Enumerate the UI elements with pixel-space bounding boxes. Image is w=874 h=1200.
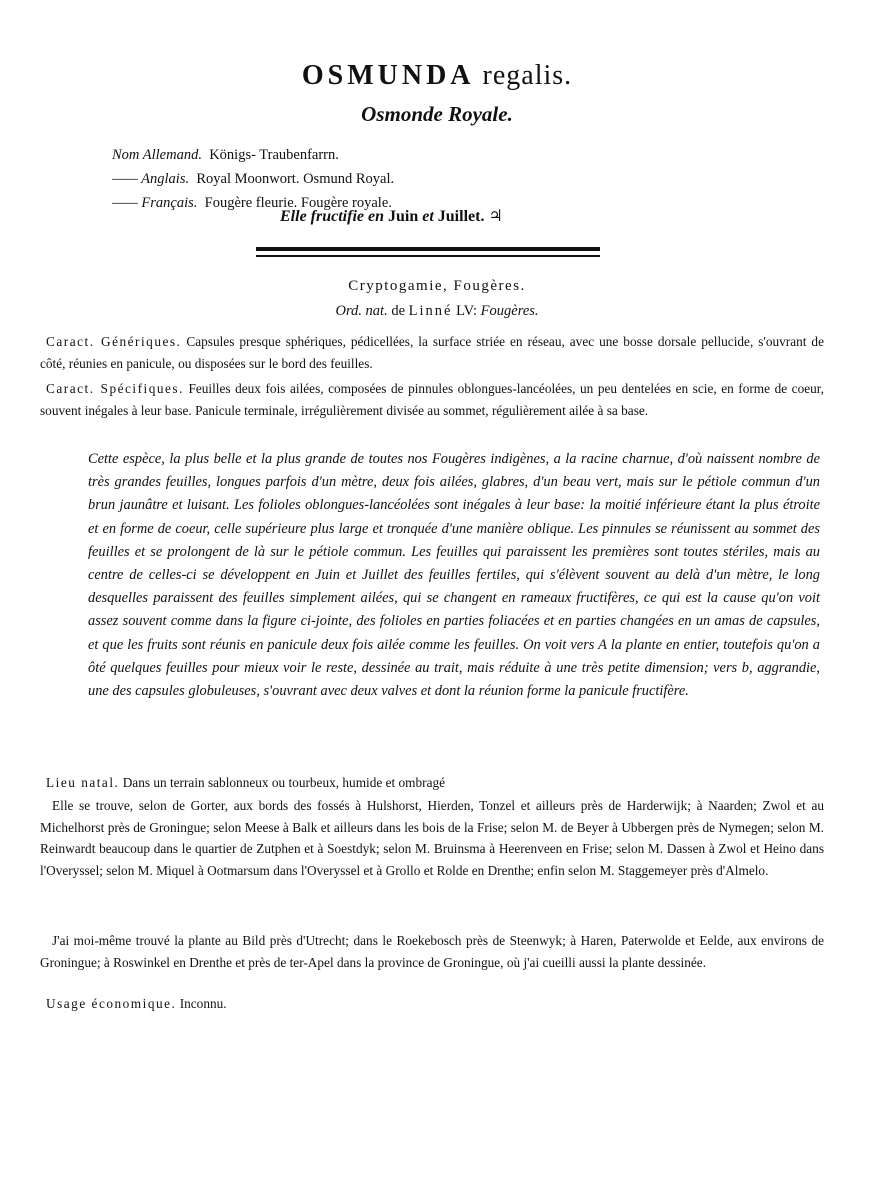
ord-prefix: Ord. nat.	[335, 303, 388, 319]
page-title	[0, 60, 874, 92]
common-names	[112, 143, 394, 215]
genus-name: OSMUNDA	[301, 60, 475, 91]
class-heading: Cryptogamie, Fougères.	[348, 278, 526, 294]
ord-linne: Linné	[408, 303, 453, 319]
habitat-label: Lieu natal.	[46, 775, 120, 790]
name-label: —— Anglais.	[112, 171, 190, 187]
generic-characters	[40, 331, 824, 374]
divider-thick	[256, 247, 600, 251]
habitat-text: Dans un terrain sablonneux ou tourbeux, humide et ombragé	[122, 775, 446, 790]
specific-characters	[40, 378, 824, 421]
divider-thin	[256, 255, 600, 257]
specific-text: Feuilles deux fois ailées, composées de pinnules oblongues-lancéolées, un peu dentelées en scie, en forme de coeur, souvent inégales à leur base. Panicule terminale, irrégulièrement divisée au sommet, régulièrement ailée à sa base.	[40, 381, 824, 418]
order-heading	[0, 303, 874, 320]
name-value: Königs- Traubenfarrn.	[209, 147, 339, 163]
name-label: —— Français.	[112, 195, 198, 211]
own-finds-paragraph: J'ai moi-même trouvé la plante au Bild près d'Utrecht; dans le Roekebosch près de Steenwyk; à Haren, Paterwolde et Eelde, aux environs de Groningue; à Roswinkel en Drenthe et près de ter-Apel dans la province de Groningue, où j'ai cueilli aussi la plante dessinée.	[40, 933, 824, 970]
name-value: Royal Moonwort. Osmund Royal.	[196, 171, 395, 187]
generic-label: Caract. Génériques.	[46, 334, 182, 349]
fruct-prefix: Elle fructifie en	[280, 208, 384, 225]
name-label: Nom Allemand.	[112, 147, 202, 163]
usage-label: Usage économique.	[46, 996, 177, 1011]
species-description: Cette espèce, la plus belle et la plus grande de toutes nos Fougères indigènes, a la racine charnue, d'où naissent nombre de très grandes feuilles, longues parfois d'un mètre, deux fois ailées, glabres, d'un beau vert, mais sur le pétiole commun d'un brun jaunâtre et luisant. Les folioles oblongues-lancéolées sont inégales à leur base: la moitié inférieure étant la plus étroite et en forme de coeur, celle supérieure plus large et tronquée d'une manière oblique. Les pinnules se réunissent au sommet des feuilles et se prolongent de là sur le pétiole commun. Les feuilles qui paraissent les premières sont toutes stériles, mais au centre de celles-ci se développent en Juin et Juillet des feuilles fertiles, qui s'élèvent souvent au delà d'un mètre, le long desquelles paraissent des feuilles simplement ailées, qui se changent en rameaux fructifères, ce qui est la cause qu'on voit assez souvent comme dans la figure ci-jointe, des folioles en parties foliacées et en parties changées en un amas de capsules, et que les fruits sont réunis en panicule deux fois ailée comme les feuilles. On voit vers A la plante en entier, toutefois qu'on a ôté quelques feuilles pour mieux voir le reste, dessinée au trait, mais réduite à une très petite dimension; vers b, aggrandie, une des capsules globuleuses, s'ouvrant avec deux valves et dont la réunion forme la panicule fructifère.	[88, 451, 820, 700]
ord-value: LV:	[456, 303, 478, 319]
perennial-symbol: ♃	[488, 208, 503, 225]
french-title: Osmonde Royale.	[361, 102, 513, 126]
ord-family: Fougères.	[480, 303, 539, 319]
species-name: regalis.	[482, 60, 573, 91]
name-value: Fougère fleurie. Fougère royale.	[204, 195, 392, 211]
name-row-german	[112, 143, 394, 167]
fruct-and: et	[422, 208, 434, 225]
localities-paragraph: Elle se trouve, selon de Gorter, aux bords des fossés à Hulshorst, Hierden, Tonzel et ailleurs près de Harderwijk; à Naarden; Zwol et au Michelhorst près de Groningue; selon Meese à Balk et ailleurs dans les bois de la Frise; selon M. de Beyer à Ubbergen près de Nymegen; selon M. Reinwardt beaucoup dans le quartier de Zutphen et à Soestdyk; selon M. Bruinsma à Heerenveen en Frise; selon M. Dassen à Zwol et Heino dans l'Overyssel; selon M. Miquel à Ootmarsum dans l'Overyssel et à Grollo et Rolde en Drenthe; enfin selon M. Staggemeyer près d'Almelo.	[40, 798, 824, 878]
fruct-month2: Juillet.	[437, 208, 485, 225]
habitat-line	[46, 772, 826, 794]
fruct-month: Juin	[387, 208, 419, 225]
generic-text: Capsules presque sphériques, pédicellées, la surface striée en réseau, avec une bosse dorsale pellucide, s'ouvrant de côté, réunies en panicule, ou disposées sur le bord des feuilles.	[40, 334, 824, 371]
ord-de: de	[391, 303, 406, 319]
name-row-english	[112, 167, 394, 191]
specific-label: Caract. Spécifiques.	[46, 381, 184, 396]
fructification-line	[280, 206, 503, 226]
usage-text: Inconnu.	[179, 996, 227, 1011]
usage-line	[46, 993, 826, 1015]
